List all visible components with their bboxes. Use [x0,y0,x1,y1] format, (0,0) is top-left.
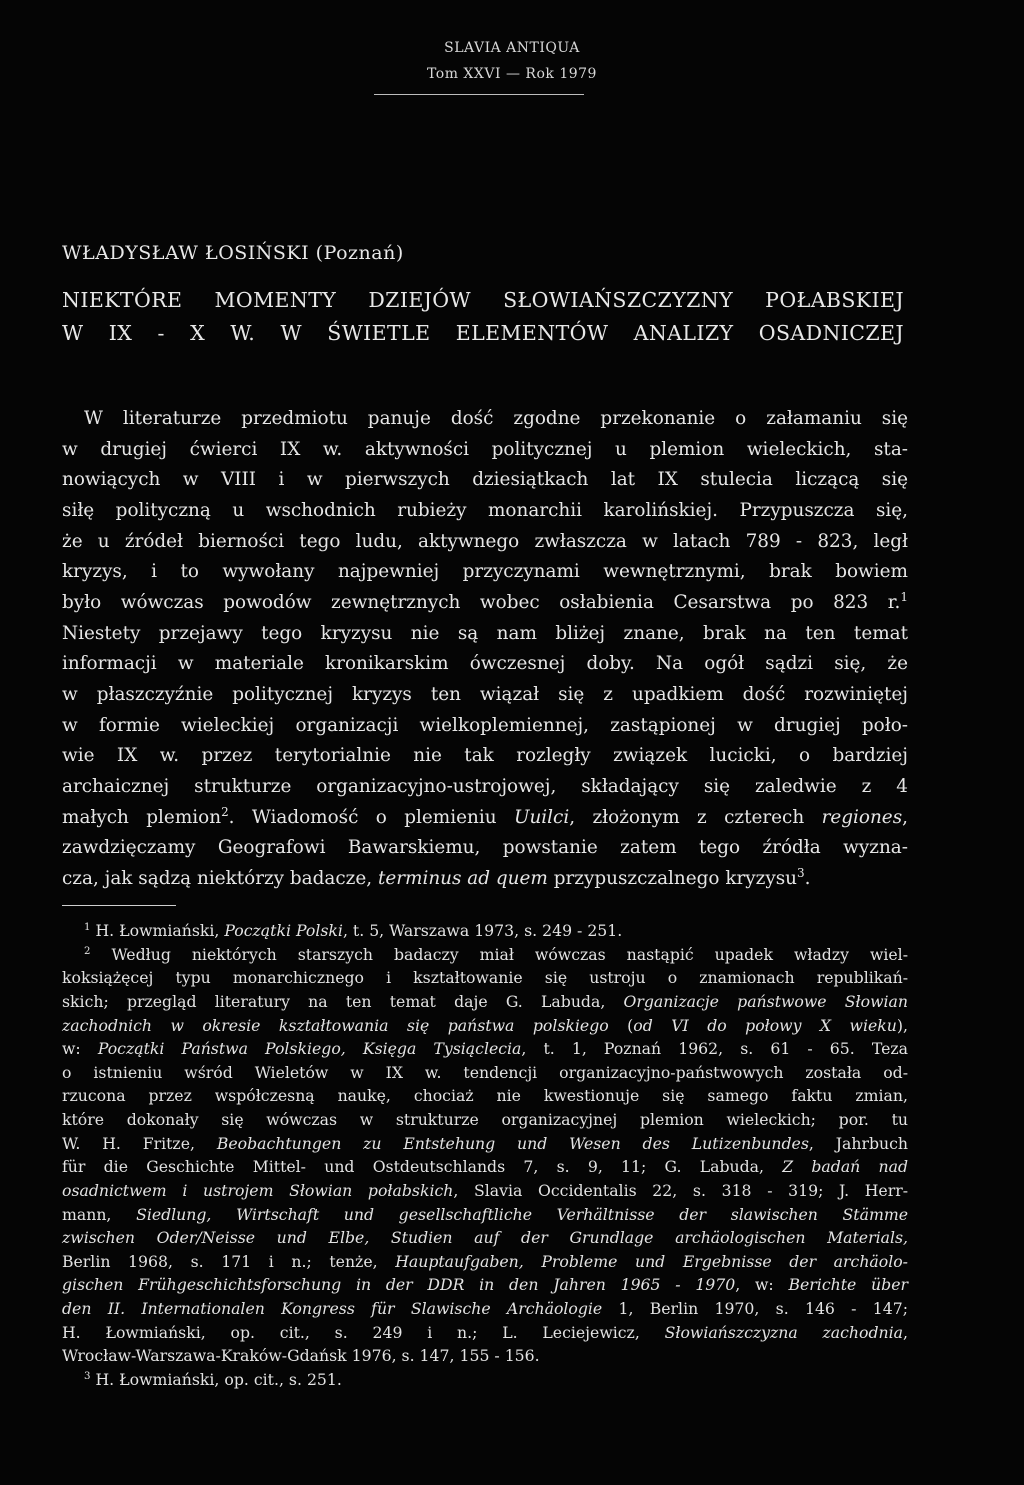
footnote-text: , t. 5, Warszawa 1973, s. 249 - 251. [342,921,623,940]
body-line: zawdzięczamy Geografowi Bawarskiemu, powstanie zatem tego źródła wyzna- [62,837,908,859]
title-line-2: W IX - X W. W ŚWIETLE ELEMENTÓW ANALIZY OSADNICZEJ [62,321,904,345]
body-text: małych plemion [62,806,222,828]
footnote-text: skich; przegląd literatury na ten temat daje G. Labuda, [62,991,624,1011]
footnote-2-line [62,1273,908,1297]
italic-title: Początki Państwa Polskiego, Księga Tysiąclecia [97,1039,522,1059]
footnote-2-line [62,1014,908,1038]
footnote-2-line [62,1203,908,1227]
footnote-2-line [62,1179,908,1203]
body-line: siłę polityczną u wschodnich rubieży monarchii karolińskiej. Przypuszcza się, [62,499,908,521]
italic-title: zachodnich w okresie kształtowania się państwa polskiego [62,1015,609,1035]
header-rule [374,94,584,95]
footnote-text: 1, Berlin 1970, s. 146 - 147; [602,1299,908,1318]
italic-title: Berichte über [788,1275,908,1295]
footnote-text: , [903,1322,908,1342]
footnote-text: H. Łowmiański, op. cit., s. 251. [90,1369,342,1389]
body-line: Niestety przejawy tego kryzysu nie są nam bliżej znane, brak na ten temat [62,622,908,644]
footnote-2-line [62,1250,908,1274]
italic-title: gischen Frühgeschichtsforschung in der DDR in den Jahren 1965 - 1970 [62,1275,736,1295]
body-line: w formie wieleckiej organizacji wielkoplemiennej, zastąpionej w drugiej poło- [62,714,908,736]
footnote-2-line [62,943,908,967]
footnote-2-line [62,1037,908,1061]
footnote-number: 2 [84,945,91,957]
footnote-number: 1 [84,921,91,933]
body-text: było wówczas powodów zewnętrznych wobec osłabienia Cesarstwa po 823 r. [62,591,901,613]
footnote-text: für die Geschichte Mittel- und Ostdeutschlands 7, s. 9, 11; G. Labuda, [62,1157,783,1177]
footnote-text: mann, [62,1204,137,1224]
footnote-2-line [62,1321,908,1345]
body-text: cza, jak sądzą niektórzy badacze, [62,867,378,889]
footnote-ref[interactable]: 3 [797,865,805,880]
footnote-2-line [62,1226,908,1250]
footnote-text: , w: [735,1275,789,1295]
footnote-rule [62,905,176,906]
italic-title: osadnictwem i ustrojem Słowian połabskich [62,1180,454,1200]
footnote-2-line: koksiążęcej typu monarchicznego i kształtowanie się ustroju o znamionach republikań- [62,968,908,988]
footnote-text: ), [896,1015,909,1035]
body-text: , złożonym z czterech [569,806,822,828]
body-text: . Wiadomość o plemieniu [228,806,514,828]
italic-title: zwischen Oder/Neisse und Elbe, Studien auf der Grundlage archäologischen Materials, [62,1228,908,1248]
body-line: nowiących w VIII i w pierwszych dziesiątkach lat IX stulecia liczącą się [62,469,908,491]
body-line: kryzys, i to wywołany najpewniej przyczynami wewnętrznymi, brak bowiem [62,561,908,583]
italic-title: Słowiańszczyzna zachodnia [664,1322,903,1342]
footnote-text: H. Łowmiański, [90,921,225,940]
footnote-text: Berlin 1968, s. 171 i n.; tenże, [62,1251,396,1271]
body-line: archaicznej strukturze organizacyjno-ustrojowej, składający się zaledwie z 4 [62,775,908,797]
body-line [62,803,908,834]
italic-term: Uuilci [513,806,570,828]
italic-title: den II. Internationalen Kongress für Slawische Archäologie [62,1299,603,1318]
footnote-ref[interactable]: 1 [900,589,908,604]
italic-title: Organizacje państwowe Słowian [623,991,908,1011]
body-line: w drugiej ćwierci IX w. aktywności politycznej u plemion wieleckich, sta- [62,438,908,460]
body-line: w płaszczyźnie politycznej kryzys ten wiązał się z upadkiem dość rozwiniętej [62,683,908,705]
body-text: przypuszczalnego kryzysu [547,867,798,889]
body-line [62,864,908,895]
italic-term: regiones [821,806,903,828]
body-paragraph [62,404,908,895]
italic-term: terminus ad quem [377,867,548,889]
journal-name: SLAVIA ANTIQUA [444,40,580,56]
footnote-text: H. Łowmiański, op. cit., s. 249 i n.; L. Leciejewicz, [62,1322,665,1342]
footnote-text: ( [608,1015,634,1035]
footnote-number: 3 [84,1370,91,1382]
body-line [62,588,908,619]
body-line: wie IX w. przez terytorialnie nie tak rozległy związek lucicki, o bardziej [62,745,908,767]
footnote-2-line: rzucona przez współczesną naukę, chociaż nie kwestionuje się samego faktu zmian, [62,1086,908,1106]
body-text: . [804,867,811,889]
footnotes [62,919,908,1392]
body-line: że u źródeł bierności tego ludu, aktywnego zwłaszcza w latach 789 - 823, legł [62,530,908,552]
article-title [62,284,904,350]
footnote-2-line [62,1155,908,1179]
body-text: , [902,806,908,828]
footnote-2-line [62,1297,908,1321]
footnote-text: , Jahrbuch [808,1133,908,1153]
footnote-text: Według niektórych starszych badaczy miał wówczas nastąpić upadek władzy wiel- [90,944,908,964]
footnote-2-line: które dokonały się wówczas w strukturze organizacyjnej plemion wieleckich; por. tu [62,1110,908,1129]
footnote-text: w: [62,1039,98,1059]
italic-title: od VI do połowy X wieku [633,1015,897,1035]
footnote-ref[interactable]: 2 [221,804,229,819]
footnote-text: W. H. Fritze, [62,1133,217,1153]
footnote-3 [62,1368,908,1392]
footnote-1 [62,919,908,943]
footnote-2-line: Wrocław-Warszawa-Kraków-Gdańsk 1976, s. 147, 155 - 156. [62,1346,540,1366]
italic-title: Siedlung, Wirtschaft und gesellschaftliche Verhältnisse der slawischen Stämme [136,1204,908,1224]
body-line: informacji w materiale kronikarskim ówczesnej doby. Na ogół sądzi się, że [62,653,908,675]
footnote-text: , Slavia Occidentalis 22, s. 318 - 319; J. Herr- [453,1180,909,1200]
italic-title: Początki Polski [224,921,343,940]
footnote-2-line: o istnieniu wśród Wieletów w IX w. tendencji organizacyjno-państwowych została od- [62,1062,908,1082]
article-author: WŁADYSŁAW ŁOSIŃSKI (Poznań) [62,242,404,264]
volume-info: Tom XXVI — Rok 1979 [427,66,597,82]
italic-title: Hauptaufgaben, Probleme und Ergebnisse der archäolo- [395,1251,908,1271]
footnote-2-line [62,1132,908,1156]
italic-title: Z badań nad [782,1157,909,1177]
italic-title: Beobachtungen zu Entstehung und Wesen des Lutizenbundes [216,1133,809,1153]
body-line: W literaturze przedmiotu panuje dość zgodne przekonanie o załamaniu się [84,408,908,429]
footnote-text: , t. 1, Poznań 1962, s. 61 - 65. Teza [521,1039,908,1059]
title-line-1: NIEKTÓRE MOMENTY DZIEJÓW SŁOWIAŃSZCZYZNY POŁABSKIEJ [62,288,904,312]
footnote-2-line [62,990,908,1014]
